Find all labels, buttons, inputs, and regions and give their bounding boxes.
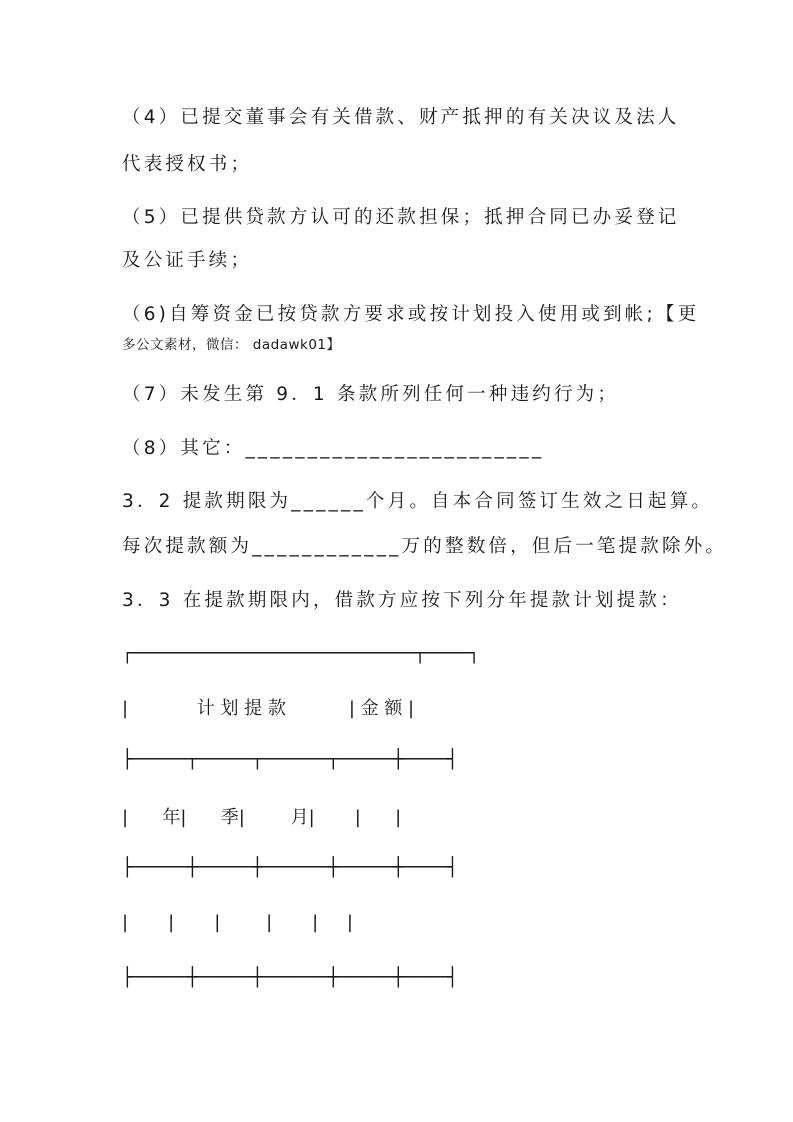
line-7: （7）未发生第 9．1 条款所列任何一种违约行为；: [122, 384, 620, 405]
line-3: （5）已提供贷款方认可的还款担保；抵押合同已办妥登记: [122, 207, 680, 228]
table-row-6: | | | | | |: [122, 912, 353, 933]
table-row-1: ┌──────────────────────────┬────┐: [122, 643, 480, 664]
table-row-3: ├─────┬─────┬──────┬─────┼────┤: [122, 749, 458, 770]
table-row-7: ├─────┼─────┼──────┼─────┼────┤: [122, 967, 458, 988]
line-6: 多公文素材，微信： dadawk01】: [122, 337, 341, 353]
line-11: 3．3 在提款期限内，借款方应按下列分年提款计划提款：: [122, 590, 682, 611]
table-row-4: | 年| 季| 月| | |: [122, 807, 402, 828]
table-row-2: | 计 划 提 款 | 金 额 |: [122, 698, 415, 719]
line-8: （8）其它：________________________: [122, 438, 545, 459]
line-10: 每次提款额为____________万的整数倍，但后一笔提款除外。: [122, 536, 728, 557]
line-5: （6)自筹资金已按贷款方要求或按计划投入使用或到帐;【更: [122, 304, 700, 325]
line-4: 及公证手续；: [122, 250, 253, 271]
table-row-5: ├─────┼─────┼──────┼─────┼────┤: [122, 857, 458, 878]
line-1: （4）已提交董事会有关借款、财产抵押的有关决议及法人: [122, 107, 680, 128]
line-9: 3．2 提款期限为______个月。自本合同签订生效之日起算。: [122, 491, 714, 512]
line-2: 代表授权书；: [122, 154, 253, 175]
